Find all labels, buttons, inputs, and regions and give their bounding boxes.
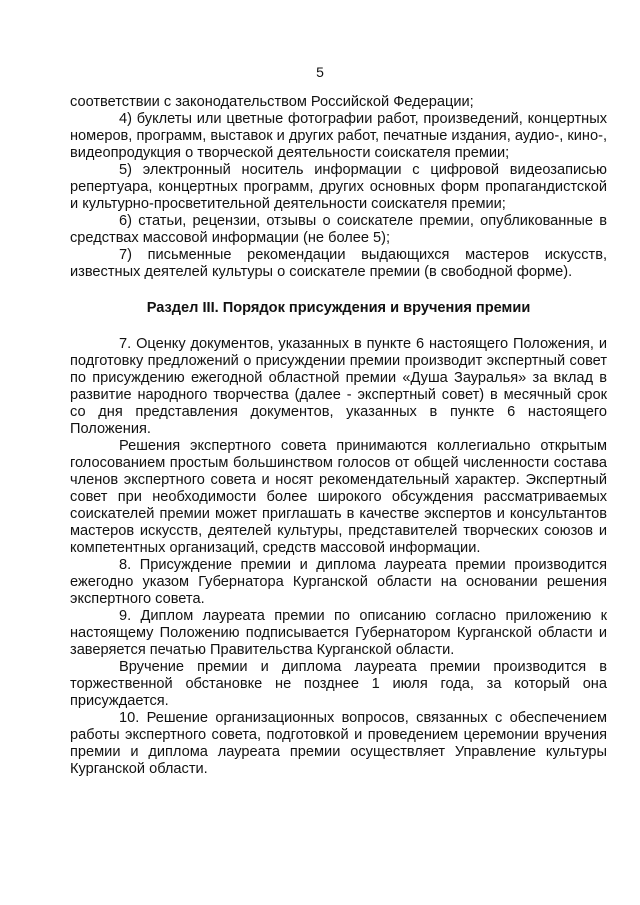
list-item-7: 7) письменные рекомендации выдающихся мастеров искусств, известных деятелей культуры о соискателе премии (в свободной форме). <box>70 247 607 280</box>
paragraph-10: 10. Решение организационных вопросов, связанных с обеспечением работы экспертного совета, подготовкой и проведением церемонии вручения премии и диплома лауреата премии осуществляет Управление культуры Курганской области. <box>70 710 607 777</box>
paragraph-9: 9. Диплом лауреата премии по описанию согласно приложению к настоящему Положению подписывается Губернатором Курганской области и заверяется печатью Правительства Курганской области. <box>70 608 607 658</box>
paragraph-award-ceremony: Вручение премии и диплома лауреата премии производится в торжественной обстановке не позднее 1 июля года, за который она присуждается. <box>70 659 607 709</box>
list-item-4: 4) буклеты или цветные фотографии работ, произведений, концертных номеров, программ, выставок и других работ, печатные издания, аудио-, кино-, видеопродукция о творческой деятельности соискателя премии; <box>70 111 607 161</box>
paragraph-decisions: Решения экспертного совета принимаются коллегиально открытым голосованием простым большинством голосов от общей численности состава членов экспертного совета и носят рекомендательный характер. Экспертный совет при необходимости более широкого обсуждения рассматриваемых соискателей премии может приглашать в качестве экспертов и консультантов мастеров искусств, деятелей культуры, представителей творческих союзов и компетентных организаций, средств массовой информации. <box>70 438 607 556</box>
page-number: 5 <box>316 64 324 80</box>
list-item-6: 6) статьи, рецензии, отзывы о соискателе премии, опубликованные в средствах массовой информации (не более 5); <box>70 213 607 246</box>
paragraph-7: 7. Оценку документов, указанных в пункте 6 настоящего Положения, и подготовку предложений о присуждении премии производит экспертный совет по присуждению ежегодной областной премии «Душа Зауралья» за вклад в развитие народного творчества (далее - экспертный совет) в месячный срок со дня представления документов, указанных в пункте 6 настоящего Положения. <box>70 336 607 437</box>
list-item-5: 5) электронный носитель информации с цифровой видеозаписью репертуара, концертных программ, других основных форм пропагандистской и культурно-просветительной деятельности соискателя премии; <box>70 162 607 212</box>
paragraph-8: 8. Присуждение премии и диплома лауреата премии производится ежегодно указом Губернатора Курганской области на основании решения экспертного совета. <box>70 557 607 607</box>
list-continuation: соответствии с законодательством Российской Федерации; <box>70 94 474 110</box>
document-body <box>70 94 607 778</box>
section-heading: Раздел III. Порядок присуждения и вручения премии <box>146 300 531 316</box>
